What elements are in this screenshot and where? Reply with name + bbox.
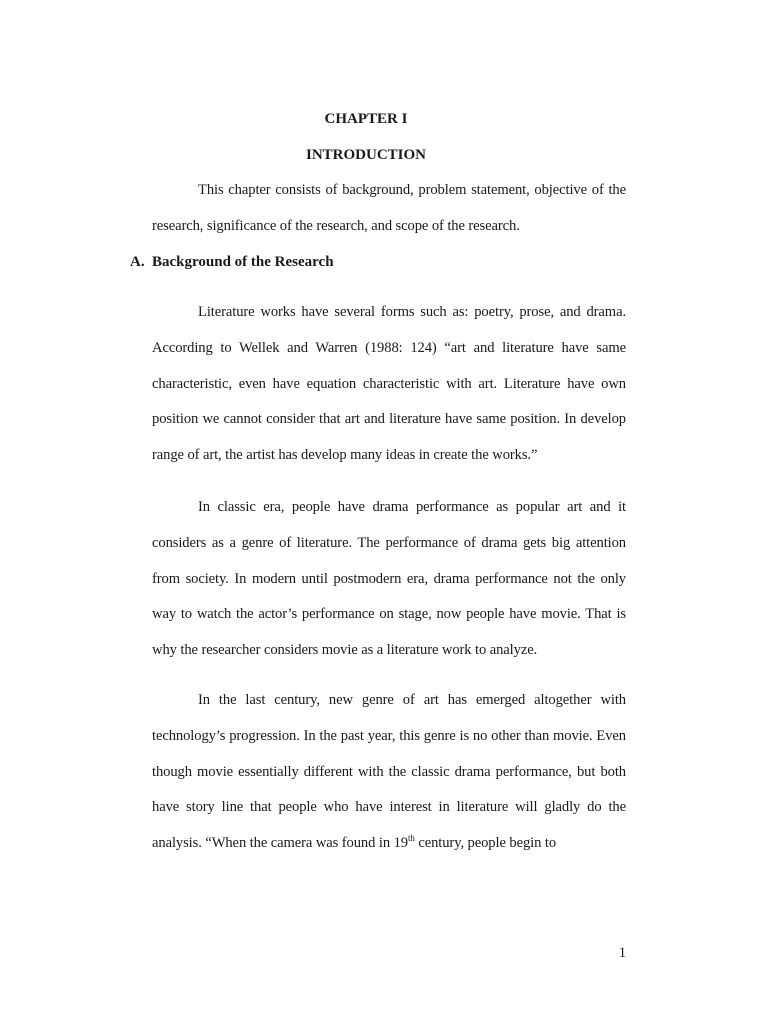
paragraph-3-text-start: In the last century, new genre of art has emerged altogether with technology’s progression. In the past year, this genre is no other than movie. Even though movie essentially different with the classic drama performance, but both have story line that people who have interest in literature will gladly do the analysis. “When the camera was found in 19 (152, 692, 626, 852)
subsection-title: Background of the Research (152, 254, 334, 270)
intro-paragraph: This chapter consists of background, problem statement, objective of the research, significance of the research, and scope of the research. (152, 182, 626, 234)
body-paragraph-1: Literature works have several forms such as: poetry, prose, and drama. According to Wellek and Warren (1988: 124) “art and literature have same characteristic, even have equation characteristic with art. Literature have own position we cannot consider that art and literature have same position. In develop range of art, the artist has develop many ideas in create the works.” (152, 304, 626, 464)
subsection-heading (130, 253, 334, 271)
subsection-marker: A. (130, 254, 145, 270)
ordinal-superscript: th (407, 833, 415, 844)
body-paragraph-2: In classic era, people have drama performance as popular art and it considers as a genre of literature. The performance of drama gets big attention from society. In modern until postmodern era, drama performance not the only way to watch the actor’s performance on stage, now people have movie. That is why the researcher considers movie as a literature work to analyze. (152, 499, 626, 659)
section-title: INTRODUCTION (305, 147, 426, 163)
paragraph-3-text-end: century, people begin to (414, 835, 557, 852)
chapter-title: CHAPTER I (324, 111, 408, 127)
page-number: 1 (618, 945, 626, 961)
body-paragraph-3 (152, 683, 626, 862)
